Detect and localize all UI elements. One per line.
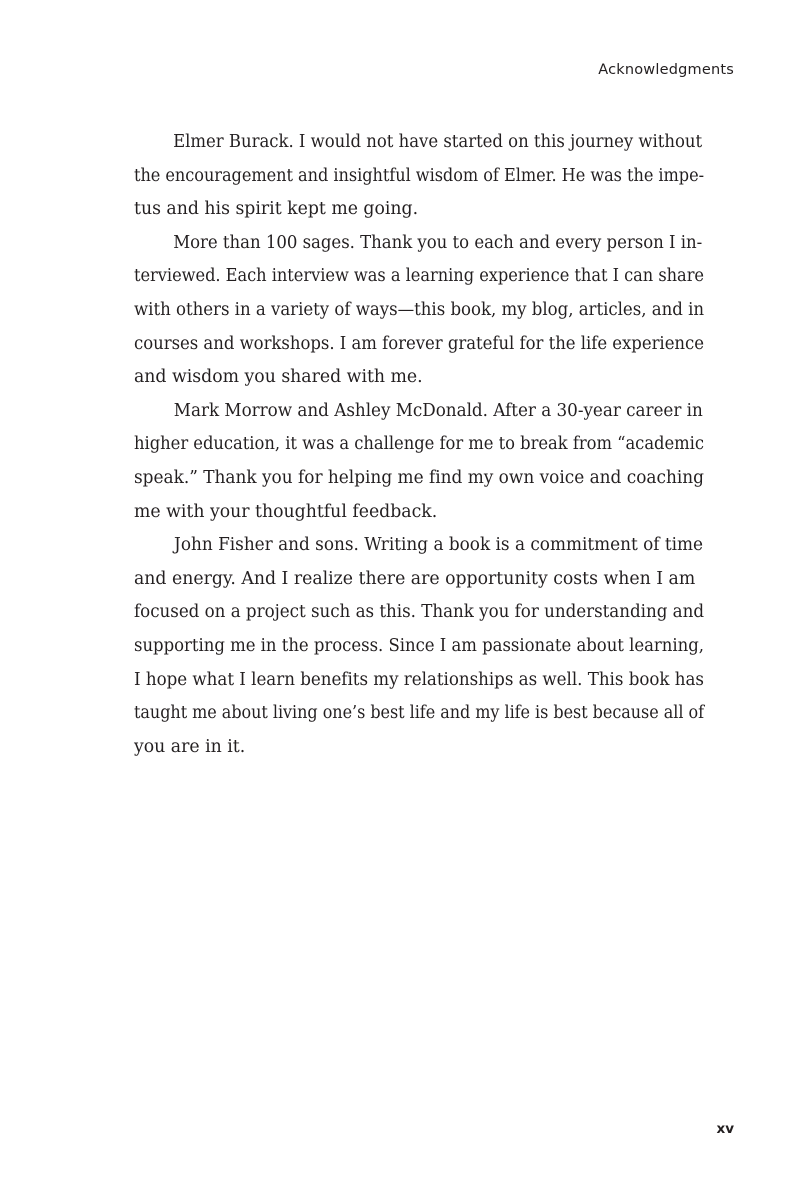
text-line: me with your thoughtful feedback. (134, 501, 438, 522)
text-line: with others in a variety of ways—this book, my blog, articles, and in (134, 299, 705, 320)
text-line: focused on a project such as this. Thank you for understanding and (134, 602, 705, 623)
paragraph-mark-morrow (134, 395, 704, 529)
text-line: supporting me in the process. Since I am passionate about learning, (134, 635, 704, 656)
text-line: terviewed. Each interview was a learning experience that I can share (134, 266, 704, 287)
text-line: you are in it. (134, 736, 246, 757)
text-line: and wisdom you shared with me. (134, 367, 423, 388)
paragraph-elmer-burack (134, 126, 704, 227)
paragraph-sages (134, 227, 704, 395)
text-line: speak.” Thank you for helping me find my own voice and coaching (134, 467, 704, 488)
text-line: taught me about living one’s best life and my life is best because all of (134, 703, 704, 724)
page-number: xv (716, 1121, 734, 1137)
text-line: higher education, it was a challenge for me to break from “academic (134, 434, 704, 455)
running-head: Acknowledgments (598, 62, 734, 78)
text-line: More than 100 sages. Thank you to each and every person I in- (173, 232, 703, 253)
text-line: Mark Morrow and Ashley McDonald. After a 30-year career in (173, 400, 703, 421)
text-line: John Fisher and sons. Writing a book is a commitment of time (174, 535, 704, 556)
text-line: I hope what I learn benefits my relationships as well. This book has (134, 669, 704, 690)
text-line: courses and workshops. I am forever grateful for the life experience (134, 333, 704, 354)
text-line: Elmer Burack. I would not have started on this journey without (173, 132, 703, 152)
text-line: and energy. And I realize there are opportunity costs when I am (134, 568, 696, 589)
text-line: the encouragement and insightful wisdom of Elmer. He was the impe- (134, 165, 705, 186)
paragraph-john-fisher (134, 529, 704, 764)
text-line: tus and his spirit kept me going. (134, 199, 419, 220)
body-text (134, 126, 704, 764)
